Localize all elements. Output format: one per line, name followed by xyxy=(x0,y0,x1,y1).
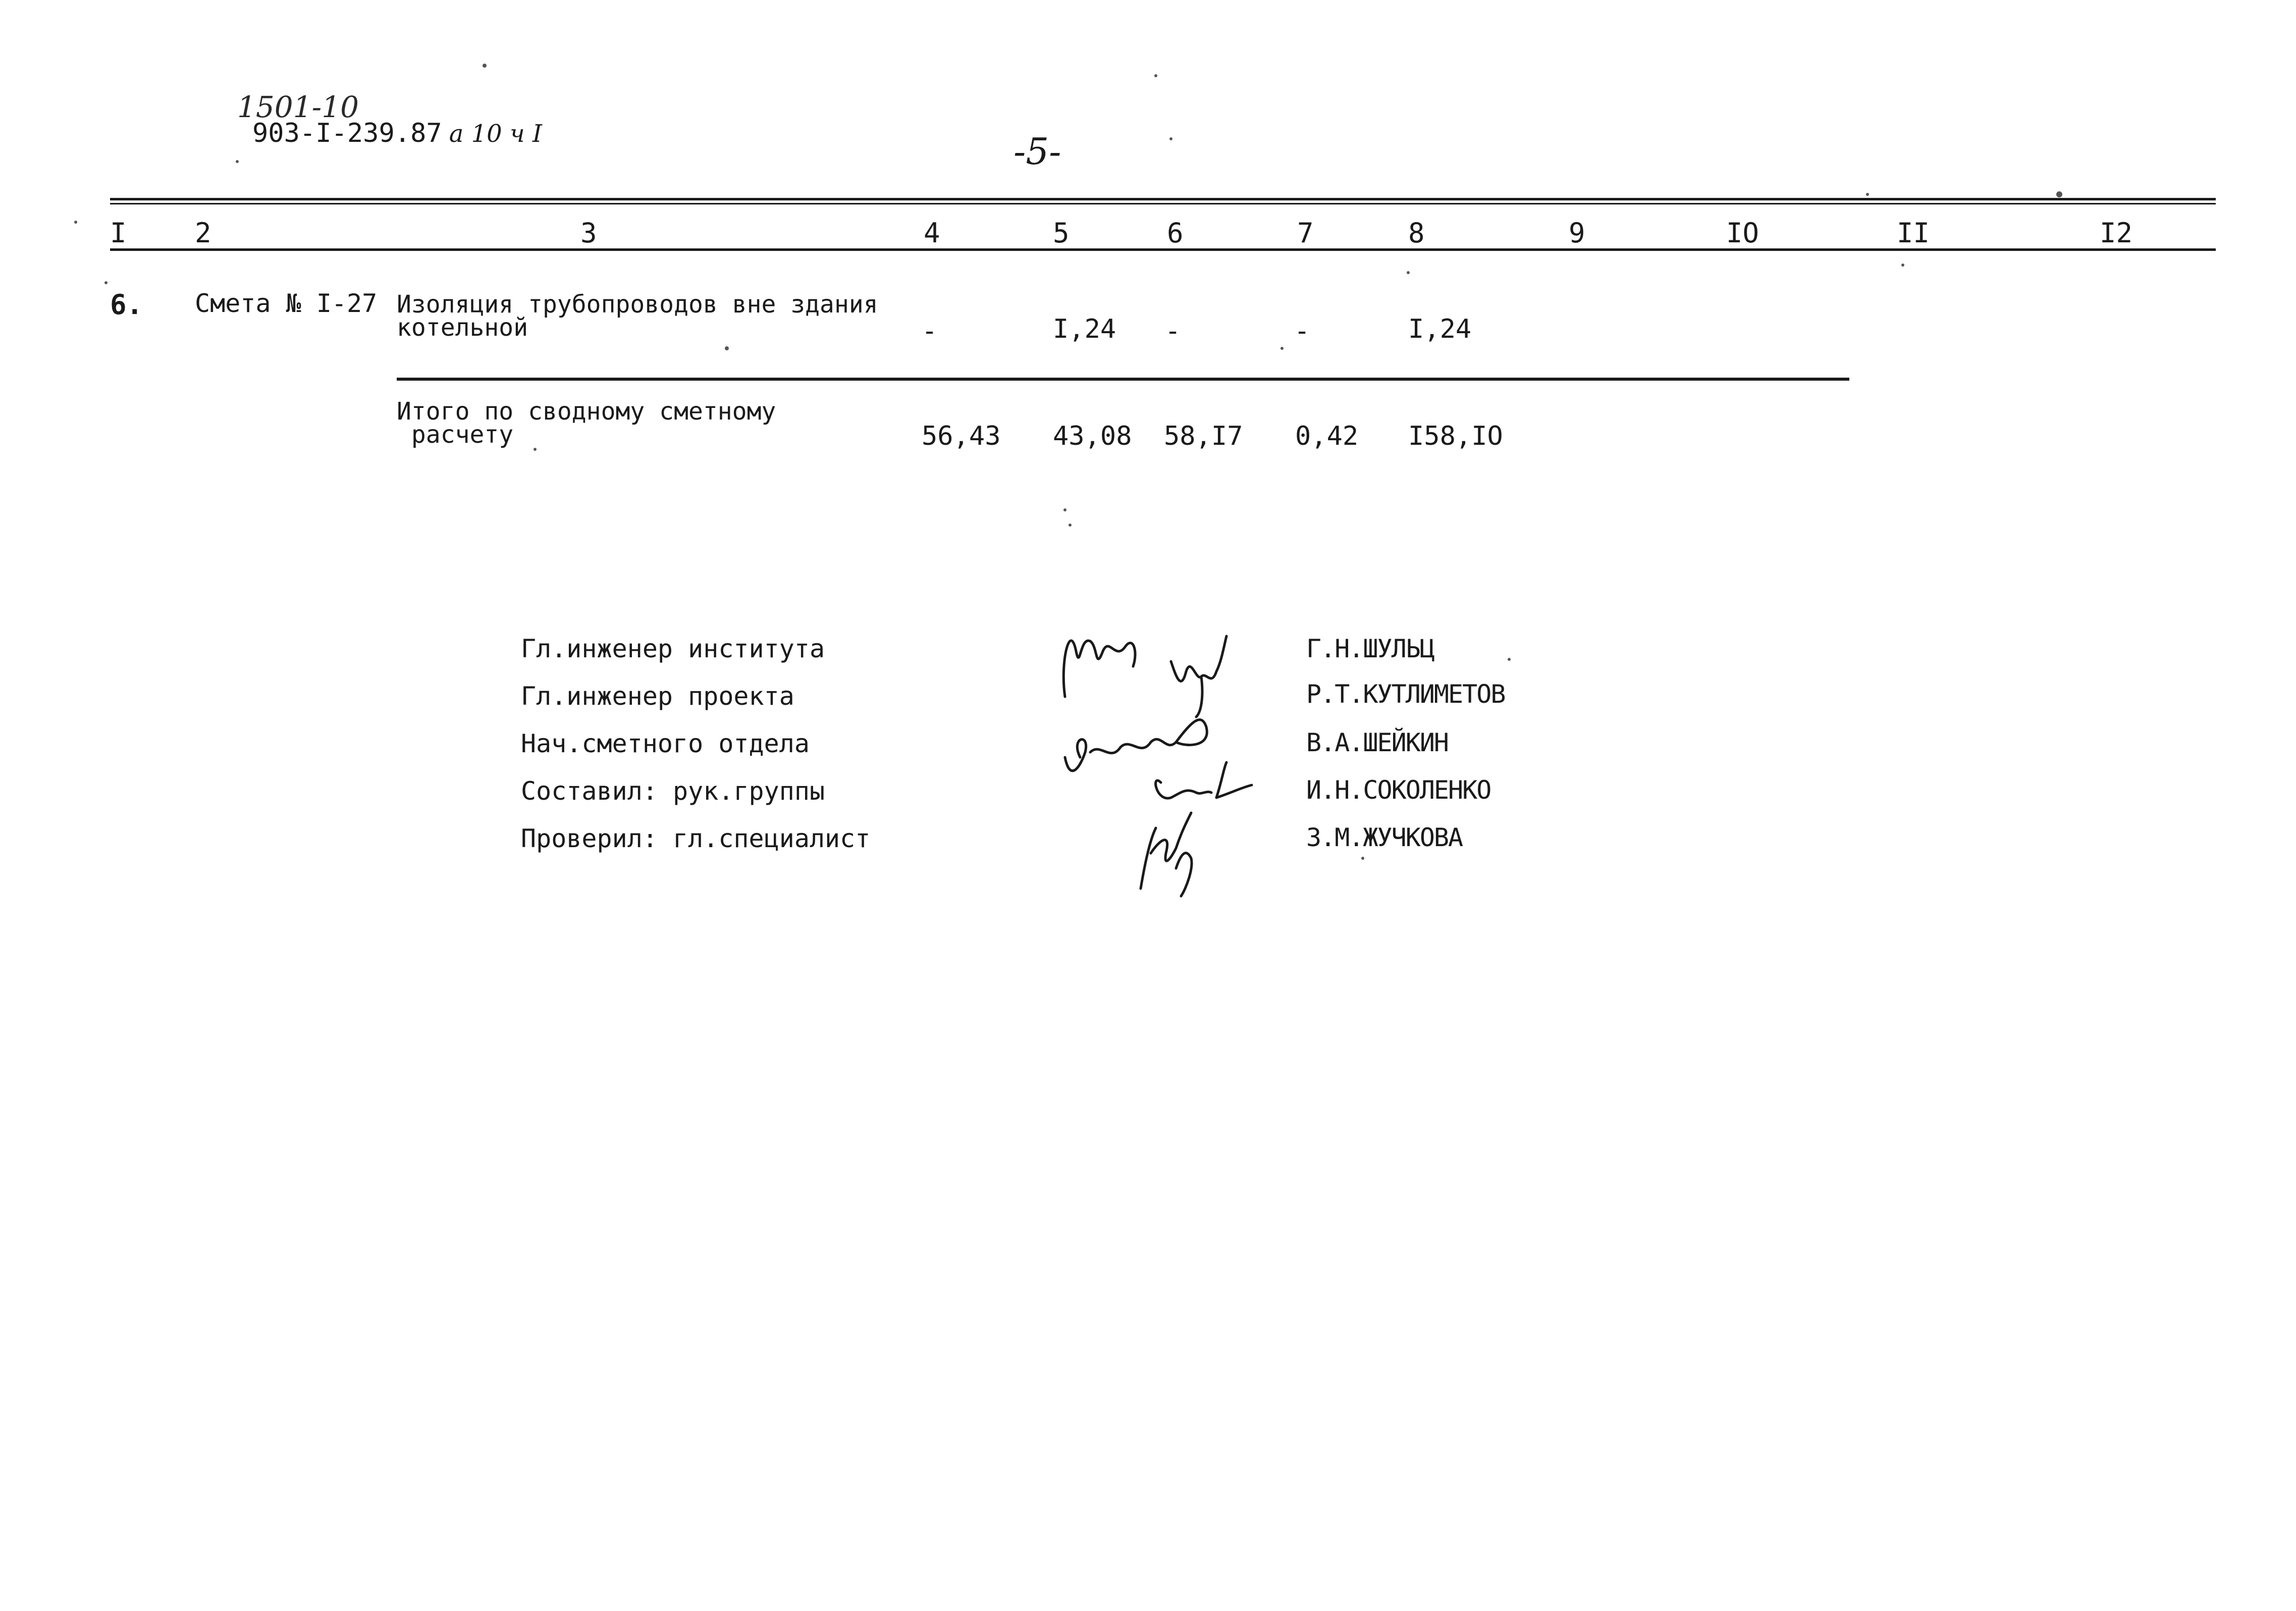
row-description-line-1: Изоляция трубопроводов вне здания xyxy=(397,290,878,319)
row-value-col5: I,24 xyxy=(1053,314,1116,344)
total-value-col8: I58,IO xyxy=(1408,421,1503,451)
signature-name-1: Г.Н.ШУЛЬЦ xyxy=(1306,634,1434,663)
signature-name-3: В.А.ШЕЙКИН xyxy=(1306,728,1449,757)
scan-speck xyxy=(1063,508,1066,511)
scan-speck xyxy=(1069,524,1072,527)
row-number: 6. xyxy=(110,289,143,321)
signature-name-2: Р.Т.КУТЛИМЕТОВ xyxy=(1306,680,1505,709)
signature-scribble-2 xyxy=(1171,636,1226,717)
column-number-10: IO xyxy=(1726,217,1759,249)
row-value-col8: I,24 xyxy=(1408,314,1472,344)
table-top-rule xyxy=(110,198,2216,200)
signature-role-2: Гл.инженер проекта xyxy=(521,682,794,711)
scan-speck xyxy=(1361,857,1364,860)
scan-speck xyxy=(236,160,239,163)
scan-speck xyxy=(104,281,108,284)
column-number-3: 3 xyxy=(580,217,597,249)
signature-scribble-1 xyxy=(1063,641,1135,697)
signature-role-4: Составил: рук.группы xyxy=(521,776,825,806)
column-number-12: I2 xyxy=(2100,217,2133,249)
signature-scribble-3 xyxy=(1065,720,1207,771)
signature-role-1: Гл.инженер института xyxy=(521,634,825,663)
handwritten-archive-number: 1501-10 xyxy=(237,90,359,124)
scan-speck xyxy=(1169,137,1172,140)
row-value-col6: - xyxy=(1165,316,1181,346)
column-number-2: 2 xyxy=(195,217,211,249)
scan-speck xyxy=(1901,264,1904,267)
signature-role-5: Проверил: гл.специалист xyxy=(521,824,871,853)
scan-speck xyxy=(2056,191,2062,197)
signature-name-5: З.М.ЖУЧКОВА xyxy=(1306,823,1463,852)
column-number-1: I xyxy=(110,217,127,249)
scan-speck xyxy=(1866,193,1869,196)
scan-speck xyxy=(1407,271,1410,274)
column-number-11: II xyxy=(1897,217,1930,249)
scan-speck xyxy=(1508,658,1511,661)
column-number-9: 9 xyxy=(1569,217,1585,249)
row-value-col4: - xyxy=(922,316,938,346)
scan-speck xyxy=(1154,74,1157,77)
total-value-col4: 56,43 xyxy=(922,421,1001,451)
column-number-4: 4 xyxy=(924,217,940,249)
scan-speck xyxy=(1280,347,1284,350)
scan-speck xyxy=(483,64,487,68)
signature-name-4: И.Н.СОКОЛЕНКО xyxy=(1306,775,1491,805)
column-number-7: 7 xyxy=(1297,217,1314,249)
scan-speck xyxy=(533,448,537,451)
row-description-line-2: котельной xyxy=(397,314,528,342)
total-value-col5: 43,08 xyxy=(1053,421,1132,451)
total-value-col6: 58,I7 xyxy=(1164,421,1243,451)
column-number-5: 5 xyxy=(1053,217,1070,249)
total-value-col7: 0,42 xyxy=(1295,421,1359,451)
row-description xyxy=(397,290,878,342)
row-value-col7: - xyxy=(1294,316,1310,346)
total-description-line-2: расчету xyxy=(397,421,514,449)
column-number-8: 8 xyxy=(1408,217,1425,249)
signature-scribble-5 xyxy=(1141,813,1192,896)
subtotal-rule xyxy=(397,378,1849,381)
handwritten-signatures-graphic xyxy=(1050,616,1282,899)
row-estimate-reference: Смета № I-27 xyxy=(195,289,378,318)
signature-role-3: Нач.сметного отдела xyxy=(521,729,810,758)
table-top-rule-2 xyxy=(110,203,2216,204)
signature-scribble-4 xyxy=(1156,762,1252,798)
page-number: -5- xyxy=(1013,130,1061,173)
document-number-suffix: а 10 ч I xyxy=(449,120,542,148)
document-number-text: 903-I-239.87 xyxy=(252,118,442,148)
column-number-6: 6 xyxy=(1167,217,1184,249)
total-description-line-1: Итого по сводному сметному xyxy=(397,397,776,426)
document-number xyxy=(252,118,542,148)
scan-speck xyxy=(74,221,77,224)
total-description xyxy=(397,397,776,449)
scan-speck xyxy=(725,346,729,350)
